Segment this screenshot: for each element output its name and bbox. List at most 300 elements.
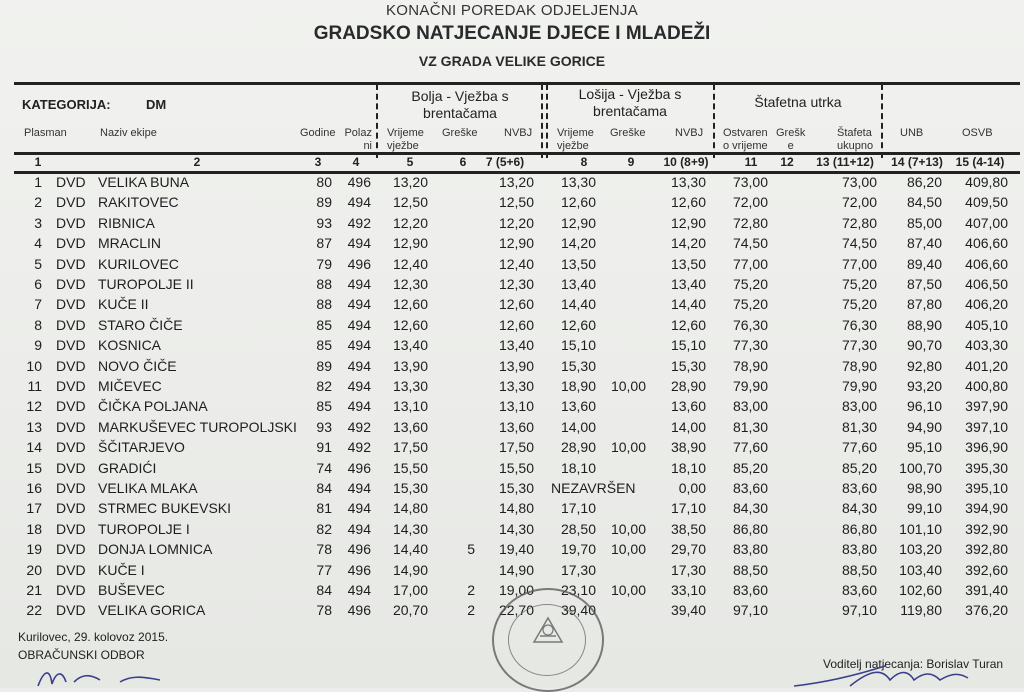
cell-n1: 12,90 [498, 235, 534, 252]
cell-osvb: 376,20 [965, 602, 1008, 619]
doc-title-main: GRADSKO NATJECANJE DJECE I MLADEŽI [313, 23, 711, 44]
cell-v2: 14,40 [560, 296, 596, 313]
column-number: 6 [459, 155, 467, 169]
col-polazni: Polaz ni [344, 127, 372, 152]
cell-org: DVD [56, 439, 86, 456]
cell-ov: 76,30 [732, 316, 768, 333]
cell-rank: 9 [34, 337, 42, 354]
cell-v1: 14,40 [392, 541, 428, 558]
cell-n1: 13,90 [498, 357, 534, 374]
cell-su: 72,00 [841, 194, 877, 211]
cell-name: TUROPOLJE I [98, 520, 190, 537]
cell-name: VELIKA BUNA [98, 174, 190, 190]
table-row [0, 358, 1024, 378]
category-label: KATEGORIJA: [22, 97, 111, 112]
cell-pol: 494 [347, 194, 371, 211]
cell-v2: 12,90 [560, 214, 596, 231]
column-number: 7 (5+6) [485, 155, 525, 169]
cell-pol: 494 [347, 398, 371, 415]
cell-god: 85 [316, 337, 332, 354]
cell-n2: 17,10 [670, 500, 706, 517]
cell-org: DVD [56, 357, 86, 374]
cell-org: DVD [56, 235, 86, 252]
cell-ov: 83,00 [732, 398, 768, 415]
cell-org: DVD [56, 255, 86, 272]
cell-osvb: 409,80 [965, 174, 1008, 190]
cell-n1: 12,30 [498, 276, 534, 292]
cell-ov: 73,00 [732, 174, 768, 190]
cell-god: 78 [316, 541, 332, 558]
col-naziv: Naziv ekipe [100, 127, 157, 139]
cell-unb: 87,40 [906, 235, 942, 252]
cell-god: 89 [316, 357, 332, 374]
cell-su: 88,50 [841, 561, 877, 578]
cell-org: DVD [56, 398, 86, 415]
col-ostvareno: Ostvaren o vrijeme [723, 127, 768, 152]
cell-unb: 119,80 [900, 602, 942, 619]
column-number: 8 [580, 155, 588, 169]
cell-g1: 2 [467, 602, 475, 619]
table-row [0, 256, 1024, 276]
cell-org: DVD [56, 316, 86, 333]
table-row [0, 439, 1024, 459]
cell-god: 82 [316, 520, 332, 537]
cell-name: KUČE I [98, 561, 145, 578]
cell-osvb: 397,90 [965, 398, 1008, 415]
cell-osvb: 406,50 [965, 276, 1008, 292]
place-date: Kurilovec, 29. kolovoz 2015. [18, 630, 169, 644]
cell-pol: 496 [347, 561, 371, 578]
group-bolja: Bolja - Vježba s brentačama [411, 88, 509, 121]
cell-ov: 86,80 [732, 520, 768, 537]
col-greske-losija: Greške [610, 127, 646, 139]
cell-unb: 98,90 [906, 480, 942, 496]
cell-n1: 22,70 [498, 602, 534, 619]
cell-n2: 13,40 [670, 276, 706, 292]
cell-org: DVD [56, 194, 86, 211]
stamp-emblem-icon [528, 612, 568, 652]
cell-osvb: 392,80 [965, 541, 1008, 558]
table-row [0, 460, 1024, 480]
table-row [0, 276, 1024, 296]
cell-god: 93 [316, 214, 332, 231]
cell-v2: 15,10 [560, 337, 596, 354]
cell-org: DVD [56, 520, 86, 537]
cell-pol: 494 [347, 296, 371, 313]
cell-su: 77,00 [841, 255, 877, 272]
col-godine: Godine [300, 127, 336, 139]
cell-ov: 83,80 [732, 541, 768, 558]
cell-su: 75,20 [841, 296, 877, 313]
table-row [0, 378, 1024, 398]
cell-n1: 13,10 [498, 398, 534, 415]
cell-rank: 19 [26, 541, 42, 558]
cell-pol: 494 [347, 337, 371, 354]
cell-rank: 13 [26, 418, 42, 435]
cell-name: VELIKA MLAKA [98, 480, 198, 496]
cell-su: 77,30 [841, 337, 877, 354]
cell-n2: 14,40 [670, 296, 706, 313]
cell-god: 78 [316, 602, 332, 619]
cell-n2: 15,10 [670, 337, 706, 354]
cell-v1: 12,20 [392, 214, 428, 231]
table-row [0, 235, 1024, 255]
cell-name: ŠČITARJEVO [98, 439, 185, 456]
group-losija: Lošija - Vježba s brentačama [578, 86, 682, 119]
cell-god: 84 [316, 582, 332, 598]
cell-su: 84,30 [841, 500, 877, 517]
cell-g2: 10,00 [610, 582, 646, 598]
cell-su: 85,20 [841, 459, 877, 476]
cell-osvb: 406,60 [965, 235, 1008, 252]
cell-osvb: 392,60 [965, 561, 1008, 578]
cell-v2: 23,10 [560, 582, 596, 598]
cell-name: KURILOVEC [98, 255, 179, 272]
cell-v2: 12,60 [560, 194, 596, 211]
cell-rank: 18 [26, 520, 42, 537]
cell-osvb: 406,20 [965, 296, 1008, 313]
cell-ov: 77,00 [732, 255, 768, 272]
cell-unb: 102,60 [899, 582, 942, 598]
cell-god: 87 [316, 235, 332, 252]
cell-v2: 13,40 [560, 276, 596, 292]
cell-god: 85 [316, 316, 332, 333]
group-stafeta: Štafetna utrka [754, 94, 842, 110]
column-number: 4 [352, 155, 360, 169]
column-number: 11 [744, 155, 758, 169]
cell-v2: 12,60 [560, 316, 596, 333]
cell-n1: 13,20 [498, 174, 534, 190]
col-greske-bolja: Greške [442, 127, 478, 139]
column-number: 5 [406, 155, 414, 169]
cell-n2: 12,90 [670, 214, 706, 231]
cell-unb: 87,80 [906, 296, 942, 313]
cell-v2: 15,30 [560, 357, 596, 374]
cell-n1: 14,80 [498, 500, 534, 517]
cell-rank: 2 [34, 194, 42, 211]
cell-pol: 496 [347, 174, 371, 190]
cell-pol: 496 [347, 459, 371, 476]
cell-v2: 13,50 [560, 255, 596, 272]
cell-osvb: 400,80 [965, 378, 1008, 394]
cell-v2: 13,30 [560, 174, 596, 190]
cell-v2: 17,30 [560, 561, 596, 578]
table-row [0, 419, 1024, 439]
cell-rank: 11 [27, 378, 42, 394]
col-vrijeme-losija: Vrijeme vježbe [557, 127, 594, 152]
cell-rank: 8 [34, 316, 42, 333]
cell-org: DVD [56, 296, 86, 313]
col-stafeta-ukupno: Štafeta ukupno [837, 127, 874, 152]
cell-unb: 99,10 [906, 500, 942, 517]
cell-v2: 28,90 [560, 439, 596, 456]
competition-leader: Voditelj natjecanja: Borislav Turan [823, 657, 1004, 671]
cell-ov: 78,90 [732, 357, 768, 374]
cell-su: 75,20 [841, 276, 877, 292]
cell-v1: 17,50 [392, 439, 428, 456]
cell-su: 79,90 [841, 378, 877, 394]
signature-right-icon [790, 662, 990, 688]
cell-v2: 13,60 [560, 398, 596, 415]
table-row [0, 541, 1024, 561]
cell-n1: 12,50 [498, 194, 534, 211]
cell-god: 89 [316, 194, 332, 211]
col-nvbj-bolja: NVBJ [504, 127, 533, 139]
cell-pol: 496 [347, 602, 371, 619]
cell-ov: 77,60 [732, 439, 768, 456]
cell-rank: 6 [34, 276, 42, 292]
cell-unb: 93,20 [906, 378, 942, 394]
cell-god: 82 [316, 378, 332, 394]
cell-su: 73,00 [841, 174, 877, 190]
cell-n2: 38,90 [670, 439, 706, 456]
table-row [0, 398, 1024, 418]
cell-n2: 13,30 [670, 174, 706, 190]
cell-su: 86,80 [841, 520, 877, 537]
column-number: 2 [193, 155, 201, 169]
cell-god: 93 [316, 418, 332, 435]
column-number: 3 [314, 155, 322, 169]
cell-unb: 101,10 [899, 520, 942, 537]
cell-pol: 494 [347, 235, 371, 252]
cell-osvb: 395,30 [965, 459, 1008, 476]
cell-org: DVD [56, 459, 86, 476]
cell-org: DVD [56, 174, 86, 190]
cell-ov: 77,30 [732, 337, 768, 354]
cell-pol: 494 [347, 316, 371, 333]
group-divider [881, 84, 883, 158]
cell-pol: 494 [347, 520, 371, 537]
col-vrijeme-bolja: Vrijeme vježbe [387, 127, 424, 152]
col-nvbj-losija: NVBJ [675, 127, 704, 139]
cell-rank: 20 [26, 561, 42, 578]
col-greske-stafeta: Grešk e [776, 127, 806, 152]
cell-v1: 13,20 [392, 174, 428, 190]
cell-v1: 20,70 [392, 602, 428, 619]
cell-god: 81 [316, 500, 332, 517]
table-row [0, 337, 1024, 357]
cell-org: DVD [56, 561, 86, 578]
cell-v2: NEZAVRŠEN [551, 480, 636, 496]
cell-n2: 33,10 [670, 582, 706, 598]
cell-g1: 5 [467, 541, 475, 558]
cell-rank: 16 [26, 480, 42, 496]
cell-rank: 1 [34, 174, 42, 190]
cell-unb: 103,40 [899, 561, 942, 578]
cell-osvb: 396,90 [965, 439, 1008, 456]
cell-org: DVD [56, 500, 86, 517]
cell-n2: 13,50 [670, 255, 706, 272]
cell-n2: 14,00 [670, 418, 706, 435]
cell-v1: 12,40 [392, 255, 428, 272]
cell-n1: 12,40 [498, 255, 534, 272]
cell-n1: 14,30 [498, 520, 534, 537]
cell-unb: 100,70 [899, 459, 942, 476]
table-row [0, 562, 1024, 582]
cell-rank: 7 [34, 296, 42, 313]
cell-n1: 13,60 [498, 418, 534, 435]
cell-osvb: 405,10 [965, 316, 1008, 333]
cell-god: 84 [316, 480, 332, 496]
cell-name: GRADIĆI [98, 459, 157, 476]
cell-name: KUČE II [98, 296, 149, 313]
cell-god: 85 [316, 398, 332, 415]
cell-osvb: 403,30 [965, 337, 1008, 354]
cell-name: ČIČKA POLJANA [98, 398, 208, 415]
cell-ov: 83,60 [732, 582, 768, 598]
cell-osvb: 394,90 [965, 500, 1008, 517]
table-row [0, 296, 1024, 316]
cell-ov: 75,20 [732, 276, 768, 292]
cell-osvb: 407,00 [965, 214, 1008, 231]
cell-n1: 15,50 [498, 459, 534, 476]
cell-ov: 97,10 [732, 602, 768, 619]
cell-rank: 17 [26, 500, 42, 517]
cell-pol: 494 [347, 276, 371, 292]
cell-pol: 492 [347, 418, 371, 435]
cell-osvb: 391,40 [965, 582, 1008, 598]
cell-v1: 12,60 [392, 296, 428, 313]
cell-unb: 89,40 [906, 255, 942, 272]
cell-v1: 13,30 [392, 378, 428, 394]
cell-n1: 12,60 [498, 316, 534, 333]
cell-pol: 496 [347, 255, 371, 272]
table-row [0, 500, 1024, 520]
cell-rank: 22 [26, 602, 42, 619]
cell-unb: 96,10 [906, 398, 942, 415]
cell-pol: 492 [347, 439, 371, 456]
cell-ov: 83,60 [732, 480, 768, 496]
cell-name: NOVO ČIČE [98, 357, 177, 374]
cell-su: 77,60 [841, 439, 877, 456]
cell-god: 88 [316, 276, 332, 292]
cell-v2: 19,70 [560, 541, 596, 558]
cell-unb: 88,90 [906, 316, 942, 333]
cell-unb: 84,50 [906, 194, 942, 211]
cell-org: DVD [56, 337, 86, 354]
cell-name: STRMEC BUKEVSKI [98, 500, 232, 517]
cell-org: DVD [56, 214, 86, 231]
cell-su: 83,60 [841, 582, 877, 598]
cell-unb: 95,10 [906, 439, 942, 456]
cell-name: RAKITOVEC [98, 194, 179, 211]
fire-brigade-stamp-icon [492, 588, 604, 692]
cell-su: 72,80 [841, 214, 877, 231]
cell-n2: 39,40 [670, 602, 706, 619]
cell-v1: 12,30 [392, 276, 428, 292]
cell-god: 80 [316, 174, 332, 190]
cell-org: DVD [56, 602, 86, 619]
cell-org: DVD [56, 276, 86, 292]
cell-name: TUROPOLJE II [98, 276, 194, 292]
table-row [0, 194, 1024, 214]
cell-rank: 4 [34, 235, 42, 252]
cell-unb: 86,20 [906, 174, 942, 190]
cell-n1: 19,40 [498, 541, 534, 558]
cell-rank: 5 [34, 255, 42, 272]
column-number: 15 (4-14) [955, 155, 1005, 169]
cell-unb: 85,00 [906, 214, 942, 231]
cell-v1: 13,40 [392, 337, 428, 354]
cell-rank: 10 [26, 357, 42, 374]
table-row [0, 174, 1024, 194]
cell-ov: 74,50 [732, 235, 768, 252]
committee-label: OBRAČUNSKI ODBOR [18, 648, 145, 662]
cell-rank: 3 [34, 214, 42, 231]
cell-org: DVD [56, 378, 86, 394]
cell-n2: 0,00 [678, 480, 706, 496]
cell-v1: 12,90 [392, 235, 428, 252]
cell-n1: 17,50 [498, 439, 534, 456]
cell-v2: 39,40 [560, 602, 596, 619]
cell-n1: 19,00 [498, 582, 534, 598]
cell-v2: 28,50 [560, 520, 596, 537]
cell-su: 83,00 [841, 398, 877, 415]
cell-ov: 81,30 [732, 418, 768, 435]
cell-v1: 13,60 [392, 418, 428, 435]
cell-su: 76,30 [841, 316, 877, 333]
cell-god: 79 [316, 255, 332, 272]
cell-name: STARO ČIČE [98, 316, 183, 333]
cell-n1: 13,40 [498, 337, 534, 354]
cell-n2: 12,60 [670, 316, 706, 333]
group-divider [376, 84, 378, 158]
column-number: 1 [34, 155, 42, 169]
cell-v1: 14,80 [392, 500, 428, 517]
cell-su: 83,80 [841, 541, 877, 558]
cell-ov: 75,20 [732, 296, 768, 313]
category-value: DM [146, 97, 167, 112]
col-osvb: OSVB [962, 127, 993, 139]
col-plasman: Plasman [24, 127, 67, 139]
cell-g2: 10,00 [610, 541, 646, 558]
cell-v1: 15,50 [392, 459, 428, 476]
cell-rank: 12 [26, 398, 42, 415]
cell-v1: 15,30 [392, 480, 428, 496]
doc-title-small: KONAČNI POREDAK ODJELJENJA [385, 2, 639, 19]
cell-su: 81,30 [841, 418, 877, 435]
cell-unb: 87,50 [906, 276, 942, 292]
cell-n1: 12,20 [498, 214, 534, 231]
cell-su: 97,10 [841, 602, 877, 619]
cell-v1: 12,60 [392, 316, 428, 333]
group-divider [541, 84, 543, 158]
cell-unb: 92,80 [906, 357, 942, 374]
cell-n2: 15,30 [670, 357, 706, 374]
cell-name: KOSNICA [98, 337, 162, 354]
cell-pol: 492 [347, 214, 371, 231]
cell-v1: 17,00 [392, 582, 428, 598]
cell-osvb: 392,90 [965, 520, 1008, 537]
cell-unb: 103,20 [899, 541, 942, 558]
cell-pol: 494 [347, 357, 371, 374]
cell-god: 91 [316, 439, 332, 456]
cell-org: DVD [56, 418, 86, 435]
cell-n2: 28,90 [670, 378, 706, 394]
cell-g2: 10,00 [610, 439, 646, 456]
cell-su: 78,90 [841, 357, 877, 374]
column-number: 14 (7+13) [891, 155, 943, 169]
cell-god: 77 [316, 561, 332, 578]
cell-g2: 10,00 [610, 520, 646, 537]
cell-n2: 13,60 [670, 398, 706, 415]
cell-ov: 72,00 [732, 194, 768, 211]
cell-n1: 13,30 [498, 378, 534, 394]
cell-name: BUŠEVEC [98, 582, 165, 598]
cell-god: 88 [316, 296, 332, 313]
table-row [0, 480, 1024, 500]
table-row [0, 317, 1024, 337]
